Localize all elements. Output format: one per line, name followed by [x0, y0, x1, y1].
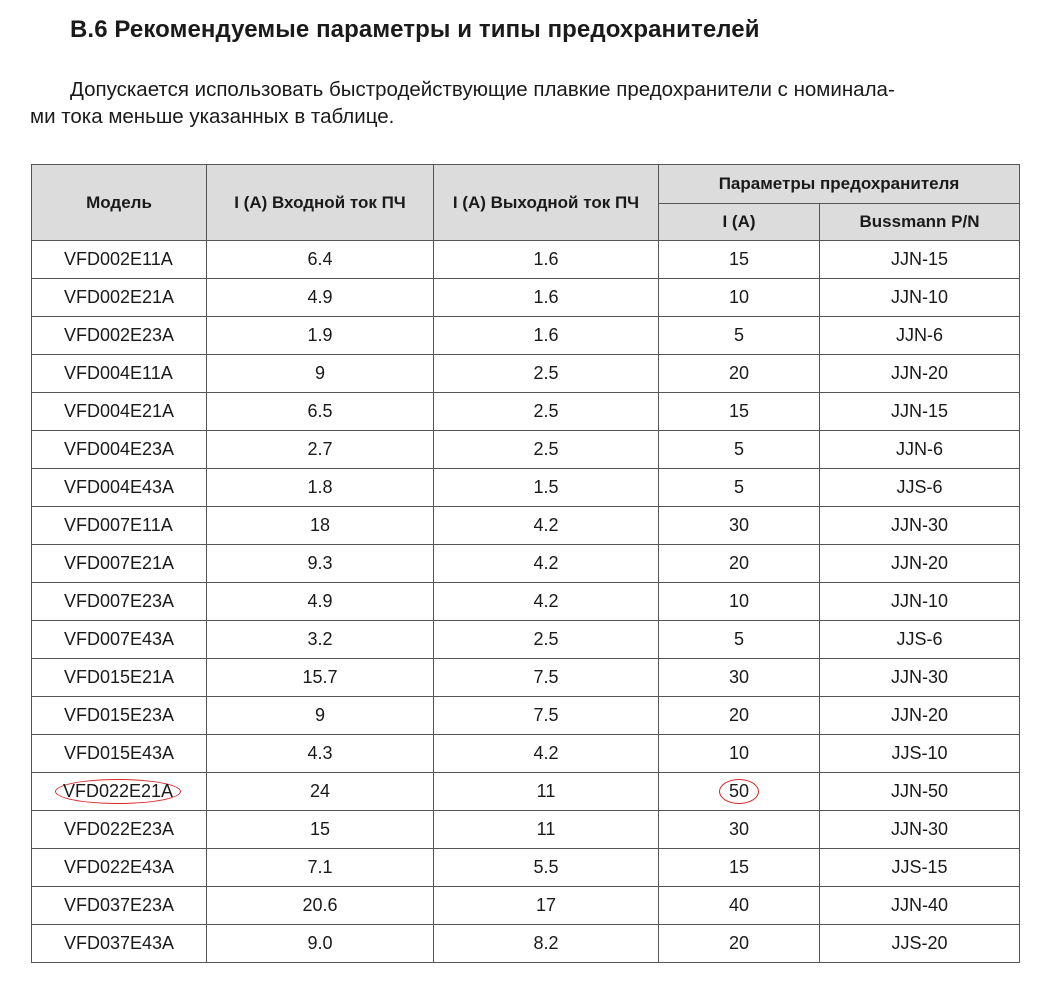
input-current-cell	[207, 469, 434, 507]
bussmann-pn-cell-text: JJN-10	[891, 287, 949, 307]
fuse-current-cell	[659, 735, 820, 773]
model-cell-text: VFD004E21A	[64, 401, 175, 421]
fuse-current-cell-text: 5	[733, 325, 744, 345]
model-cell	[32, 317, 207, 355]
header-bussmann-pn: Bussmann P/N	[820, 204, 1020, 241]
fuse-table	[31, 164, 1020, 963]
fuse-current-cell-text: 15	[728, 249, 750, 269]
output-current-cell	[434, 431, 659, 469]
model-cell	[32, 279, 207, 317]
model-cell-text: VFD015E43A	[64, 743, 175, 763]
fuse-current-cell	[659, 279, 820, 317]
fuse-current-cell-text: 5	[733, 439, 744, 459]
model-cell	[32, 659, 207, 697]
model-cell-text: VFD007E11A	[64, 515, 173, 535]
bussmann-pn-cell-text: JJN-10	[891, 591, 949, 611]
output-current-cell-text: 4.2	[533, 553, 559, 573]
fuse-current-cell	[659, 811, 820, 849]
output-current-cell	[434, 773, 659, 811]
table-row	[32, 735, 1020, 773]
highlighted-fuse-mark: 50	[719, 779, 759, 804]
bussmann-pn-cell-text: JJS-6	[896, 477, 943, 497]
input-current-cell-text: 4.9	[307, 287, 333, 307]
input-current-cell-text: 6.4	[307, 249, 333, 269]
output-current-cell	[434, 925, 659, 963]
fuse-current-cell-text: 5	[733, 477, 744, 497]
output-current-cell	[434, 887, 659, 925]
output-current-cell	[434, 317, 659, 355]
bussmann-pn-cell-text: JJN-40	[891, 895, 949, 915]
output-current-cell	[434, 507, 659, 545]
model-cell	[32, 583, 207, 621]
output-current-cell-text: 11	[536, 781, 556, 801]
bussmann-pn-cell-text: JJN-30	[891, 819, 949, 839]
model-cell-text: VFD004E11A	[64, 363, 173, 383]
table-row	[32, 355, 1020, 393]
fuse-current-cell	[659, 317, 820, 355]
bussmann-pn-cell-text: JJS-20	[891, 933, 948, 953]
bussmann-pn-cell-text: JJN-20	[891, 553, 949, 573]
fuse-current-cell-text: 30	[728, 819, 750, 839]
model-cell	[32, 849, 207, 887]
fuse-current-cell-text: 40	[728, 895, 750, 915]
input-current-cell	[207, 621, 434, 659]
input-current-cell-text: 9.0	[307, 933, 333, 953]
input-current-cell	[207, 545, 434, 583]
model-cell-text: VFD002E21A	[64, 287, 175, 307]
model-cell-text: VFD007E23A	[64, 591, 175, 611]
model-cell-text: VFD002E11A	[64, 249, 173, 269]
fuse-current-cell-text: 20	[728, 363, 750, 383]
fuse-current-cell-text: 20	[728, 705, 750, 725]
input-current-cell	[207, 279, 434, 317]
table-row	[32, 431, 1020, 469]
input-current-cell	[207, 431, 434, 469]
model-cell-text: VFD002E23A	[64, 325, 175, 345]
model-cell	[32, 355, 207, 393]
header-input-current: I (A) Входной ток ПЧ	[207, 165, 434, 241]
table-row	[32, 545, 1020, 583]
bussmann-pn-cell	[820, 925, 1020, 963]
input-current-cell	[207, 507, 434, 545]
output-current-cell	[434, 735, 659, 773]
output-current-cell-text: 1.6	[533, 325, 559, 345]
model-cell-text: VFD015E23A	[64, 705, 175, 725]
model-cell	[32, 621, 207, 659]
output-current-cell-text: 2.5	[533, 629, 559, 649]
table-row	[32, 811, 1020, 849]
output-current-cell	[434, 621, 659, 659]
bussmann-pn-cell	[820, 279, 1020, 317]
output-current-cell-text: 7.5	[533, 667, 559, 687]
model-cell	[32, 697, 207, 735]
header-output-current: I (A) Выходной ток ПЧ	[434, 165, 659, 241]
fuse-current-cell-text: 30	[728, 667, 750, 687]
model-cell	[32, 469, 207, 507]
bussmann-pn-cell-text: JJS-6	[896, 629, 943, 649]
input-current-cell-text: 2.7	[307, 439, 333, 459]
output-current-cell	[434, 241, 659, 279]
bussmann-pn-cell-text: JJN-30	[891, 515, 949, 535]
output-current-cell-text: 8.2	[533, 933, 559, 953]
model-cell	[32, 393, 207, 431]
output-current-cell-text: 2.5	[533, 439, 559, 459]
output-current-cell-text: 2.5	[533, 363, 559, 383]
output-current-cell	[434, 811, 659, 849]
output-current-cell	[434, 355, 659, 393]
output-current-cell-text: 4.2	[533, 515, 559, 535]
paragraph-line-2: ми тока меньше указанных в таблице.	[30, 105, 395, 128]
bussmann-pn-cell	[820, 241, 1020, 279]
model-cell-text: VFD037E43A	[64, 933, 175, 953]
model-cell-text: VFD015E21A	[64, 667, 175, 687]
output-current-cell	[434, 849, 659, 887]
model-cell	[32, 773, 207, 811]
bussmann-pn-cell	[820, 355, 1020, 393]
fuse-current-cell-text: 10	[728, 591, 750, 611]
model-cell	[32, 241, 207, 279]
fuse-current-cell-text: 10	[728, 287, 750, 307]
fuse-current-cell-text: 15	[728, 401, 750, 421]
input-current-cell	[207, 583, 434, 621]
model-cell-text: VFD004E43A	[64, 477, 175, 497]
fuse-current-cell	[659, 241, 820, 279]
paragraph-line-1: Допускается использовать быстродействующие плавкие предохранители с номинала-	[70, 78, 895, 101]
fuse-current-cell-text: 15	[728, 857, 750, 877]
output-current-cell	[434, 659, 659, 697]
input-current-cell-text: 18	[309, 515, 331, 535]
bussmann-pn-cell-text: JJS-15	[891, 857, 948, 877]
table-row	[32, 507, 1020, 545]
input-current-cell	[207, 811, 434, 849]
bussmann-pn-cell	[820, 317, 1020, 355]
output-current-cell-text: 5.5	[533, 857, 559, 877]
fuse-current-cell	[659, 773, 820, 811]
fuse-current-cell	[659, 545, 820, 583]
input-current-cell-text: 4.3	[307, 743, 333, 763]
model-cell-text: VFD037E23A	[64, 895, 175, 915]
fuse-current-cell	[659, 849, 820, 887]
bussmann-pn-cell-text: JJN-20	[891, 363, 949, 383]
model-cell	[32, 925, 207, 963]
fuse-current-cell-text: 20	[728, 933, 750, 953]
bussmann-pn-cell-text: JJS-10	[891, 743, 948, 763]
fuse-current-cell-text: 10	[728, 743, 750, 763]
table-row	[32, 241, 1020, 279]
bussmann-pn-cell-text: JJN-20	[891, 705, 949, 725]
bussmann-pn-cell	[820, 811, 1020, 849]
table-row	[32, 925, 1020, 963]
bussmann-pn-cell-text: JJN-50	[891, 781, 949, 801]
input-current-cell	[207, 697, 434, 735]
highlighted-model-mark: VFD022E21A	[55, 779, 181, 804]
fuse-current-cell	[659, 469, 820, 507]
input-current-cell-text: 6.5	[307, 401, 333, 421]
fuse-current-cell	[659, 431, 820, 469]
table-row	[32, 887, 1020, 925]
output-current-cell	[434, 393, 659, 431]
input-current-cell	[207, 735, 434, 773]
header-fuse-params: Параметры предохранителя	[659, 165, 1020, 204]
input-current-cell-text: 24	[309, 781, 331, 801]
model-cell	[32, 811, 207, 849]
header-fuse-current: I (A)	[659, 204, 820, 241]
bussmann-pn-cell	[820, 773, 1020, 811]
bussmann-pn-cell	[820, 431, 1020, 469]
fuse-current-cell-text: 30	[728, 515, 750, 535]
bussmann-pn-cell	[820, 849, 1020, 887]
output-current-cell	[434, 697, 659, 735]
table-row	[32, 583, 1020, 621]
model-cell-text: VFD022E23A	[64, 819, 175, 839]
fuse-current-cell	[659, 925, 820, 963]
model-cell	[32, 545, 207, 583]
bussmann-pn-cell-text: JJN-15	[891, 401, 949, 421]
intro-paragraph	[30, 76, 1020, 130]
bussmann-pn-cell	[820, 621, 1020, 659]
input-current-cell-text: 1.8	[307, 477, 333, 497]
input-current-cell-text: 1.9	[307, 325, 333, 345]
table-row	[32, 849, 1020, 887]
model-cell-text: VFD007E43A	[64, 629, 175, 649]
table-row	[32, 659, 1020, 697]
bussmann-pn-cell	[820, 469, 1020, 507]
output-current-cell-text: 4.2	[533, 591, 559, 611]
model-cell-text: VFD004E23A	[64, 439, 175, 459]
bussmann-pn-cell-text: JJN-6	[896, 325, 944, 345]
output-current-cell-text: 1.5	[533, 477, 559, 497]
table-row	[32, 393, 1020, 431]
model-cell-text: VFD022E43A	[64, 857, 175, 877]
output-current-cell	[434, 545, 659, 583]
table-row	[32, 279, 1020, 317]
input-current-cell-text: 3.2	[307, 629, 333, 649]
input-current-cell	[207, 925, 434, 963]
fuse-table-body	[32, 241, 1020, 963]
output-current-cell-text: 11	[536, 819, 556, 839]
input-current-cell-text: 9	[314, 705, 325, 725]
header-model: Модель	[32, 165, 207, 241]
model-cell	[32, 887, 207, 925]
bussmann-pn-cell	[820, 583, 1020, 621]
fuse-current-cell	[659, 507, 820, 545]
fuse-current-cell	[659, 393, 820, 431]
bussmann-pn-cell	[820, 659, 1020, 697]
table-row	[32, 621, 1020, 659]
input-current-cell-text: 9.3	[307, 553, 333, 573]
output-current-cell-text: 7.5	[533, 705, 559, 725]
input-current-cell	[207, 241, 434, 279]
table-row	[32, 697, 1020, 735]
output-current-cell	[434, 583, 659, 621]
input-current-cell	[207, 849, 434, 887]
table-row	[32, 773, 1020, 811]
bussmann-pn-cell	[820, 507, 1020, 545]
section-title: В.6 Рекомендуемые параметры и типы предохранителей	[70, 16, 760, 43]
output-current-cell-text: 2.5	[533, 401, 559, 421]
output-current-cell	[434, 279, 659, 317]
output-current-cell-text: 1.6	[533, 287, 559, 307]
model-cell	[32, 735, 207, 773]
input-current-cell	[207, 887, 434, 925]
table-row	[32, 317, 1020, 355]
fuse-current-cell	[659, 697, 820, 735]
input-current-cell-text: 7.1	[307, 857, 333, 877]
model-cell	[32, 431, 207, 469]
fuse-current-cell	[659, 887, 820, 925]
bussmann-pn-cell-text: JJN-15	[891, 249, 949, 269]
input-current-cell-text: 9	[314, 363, 325, 383]
bussmann-pn-cell	[820, 393, 1020, 431]
fuse-current-cell-text: 20	[728, 553, 750, 573]
fuse-current-cell-text: 5	[733, 629, 744, 649]
output-current-cell-text: 17	[535, 895, 557, 915]
bussmann-pn-cell	[820, 887, 1020, 925]
output-current-cell-text: 4.2	[533, 743, 559, 763]
bussmann-pn-cell	[820, 735, 1020, 773]
input-current-cell-text: 15	[309, 819, 331, 839]
input-current-cell	[207, 355, 434, 393]
input-current-cell-text: 15.7	[302, 667, 338, 687]
input-current-cell	[207, 659, 434, 697]
input-current-cell	[207, 773, 434, 811]
output-current-cell-text: 1.6	[533, 249, 559, 269]
fuse-current-cell	[659, 355, 820, 393]
input-current-cell	[207, 393, 434, 431]
table-row	[32, 469, 1020, 507]
model-cell-text: VFD007E21A	[64, 553, 175, 573]
input-current-cell	[207, 317, 434, 355]
fuse-current-cell	[659, 621, 820, 659]
output-current-cell	[434, 469, 659, 507]
input-current-cell-text: 20.6	[302, 895, 338, 915]
fuse-current-cell	[659, 659, 820, 697]
model-cell	[32, 507, 207, 545]
bussmann-pn-cell-text: JJN-30	[891, 667, 949, 687]
fuse-current-cell	[659, 583, 820, 621]
bussmann-pn-cell	[820, 697, 1020, 735]
bussmann-pn-cell	[820, 545, 1020, 583]
input-current-cell-text: 4.9	[307, 591, 333, 611]
bussmann-pn-cell-text: JJN-6	[896, 439, 944, 459]
